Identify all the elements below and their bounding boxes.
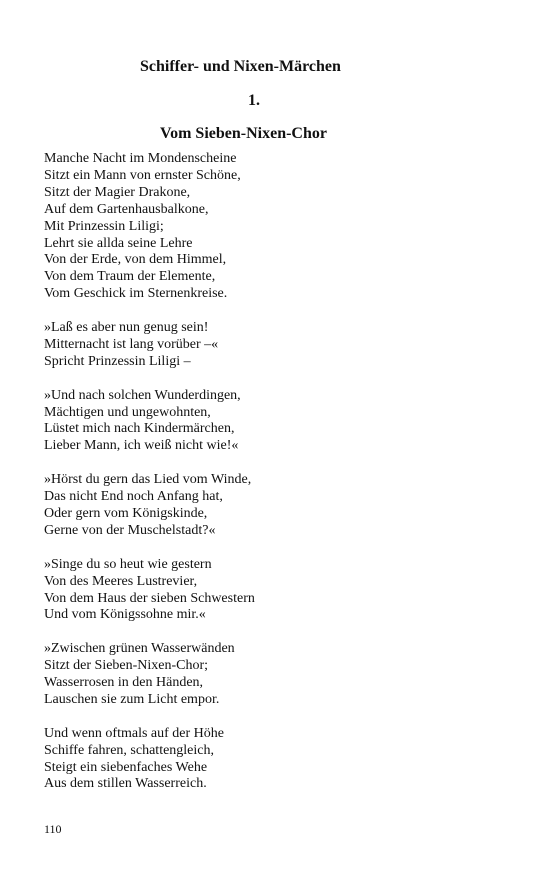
poem-line: Sitzt ein Mann von ernster Schöne, xyxy=(44,167,241,183)
poem-number: 1. xyxy=(248,92,260,109)
stanza-6 xyxy=(44,641,524,709)
poem-line: Auf dem Gartenhausbalkone, xyxy=(44,201,209,217)
stanza-3 xyxy=(44,388,524,456)
poem-line: Vom Geschick im Sternenkreise. xyxy=(44,286,228,302)
poem-body xyxy=(44,151,524,810)
poem-line: Und vom Königssohne mir.« xyxy=(44,607,206,623)
poem-line: »Singe du so heut wie gestern xyxy=(44,556,212,572)
chapter-title: Schiffer- und Nixen-Märchen xyxy=(140,58,341,75)
poem-line: »Und nach solchen Wunderdingen, xyxy=(44,387,241,403)
poem-line: »Hörst du gern das Lied vom Winde, xyxy=(44,472,252,488)
poem-line: Wasserrosen in den Händen, xyxy=(44,675,204,691)
poem-line: Lüstet mich nach Kindermärchen, xyxy=(44,421,235,437)
poem-line: »Laß es aber nun genug sein! xyxy=(44,320,209,336)
poem-line: Sitzt der Magier Drakone, xyxy=(44,184,191,200)
poem-line: Von dem Traum der Elemente, xyxy=(44,269,216,285)
poem-line: Von der Erde, von dem Himmel, xyxy=(44,252,227,268)
poem-line: Gerne von der Muschelstadt?« xyxy=(44,522,216,538)
poem-line: Spricht Prinzessin Liligi – xyxy=(44,353,191,369)
poem-line: Lieber Mann, ich weiß nicht wie!« xyxy=(44,438,239,454)
poem-line: Von dem Haus der sieben Schwestern xyxy=(44,590,255,606)
poem-line: Mächtigen und ungewohnten, xyxy=(44,404,211,420)
stanza-7 xyxy=(44,726,524,794)
poem-line: Lauschen sie zum Licht empor. xyxy=(44,691,220,707)
stanza-5 xyxy=(44,557,524,625)
poem-line: Von des Meeres Lustrevier, xyxy=(44,573,198,589)
poem-line: Das nicht End noch Anfang hat, xyxy=(44,489,223,505)
poem-line: Schiffe fahren, schattengleich, xyxy=(44,742,215,758)
poem-line: Sitzt der Sieben-Nixen-Chor; xyxy=(44,658,209,674)
poem-line: Steigt ein siebenfaches Wehe xyxy=(44,759,208,775)
poem-line: Und wenn oftmals auf der Höhe xyxy=(44,725,225,741)
poem-line: »Zwischen grünen Wasserwänden xyxy=(44,641,235,657)
stanza-2 xyxy=(44,320,524,371)
poem-line: Mit Prinzessin Liligi; xyxy=(44,218,164,234)
poem-line: Oder gern vom Königskinde, xyxy=(44,505,208,521)
poem-line: Lehrt sie allda seine Lehre xyxy=(44,235,193,251)
poem-title: Vom Sieben-Nixen-Chor xyxy=(160,125,327,142)
poem-line: Mitternacht ist lang vorüber –« xyxy=(44,336,219,352)
poem-line: Manche Nacht im Mondenscheine xyxy=(44,151,237,166)
poem-line: Aus dem stillen Wasserreich. xyxy=(44,776,207,792)
stanza-4 xyxy=(44,472,524,540)
stanza-1 xyxy=(44,151,524,303)
page-number: 110 xyxy=(44,822,62,836)
